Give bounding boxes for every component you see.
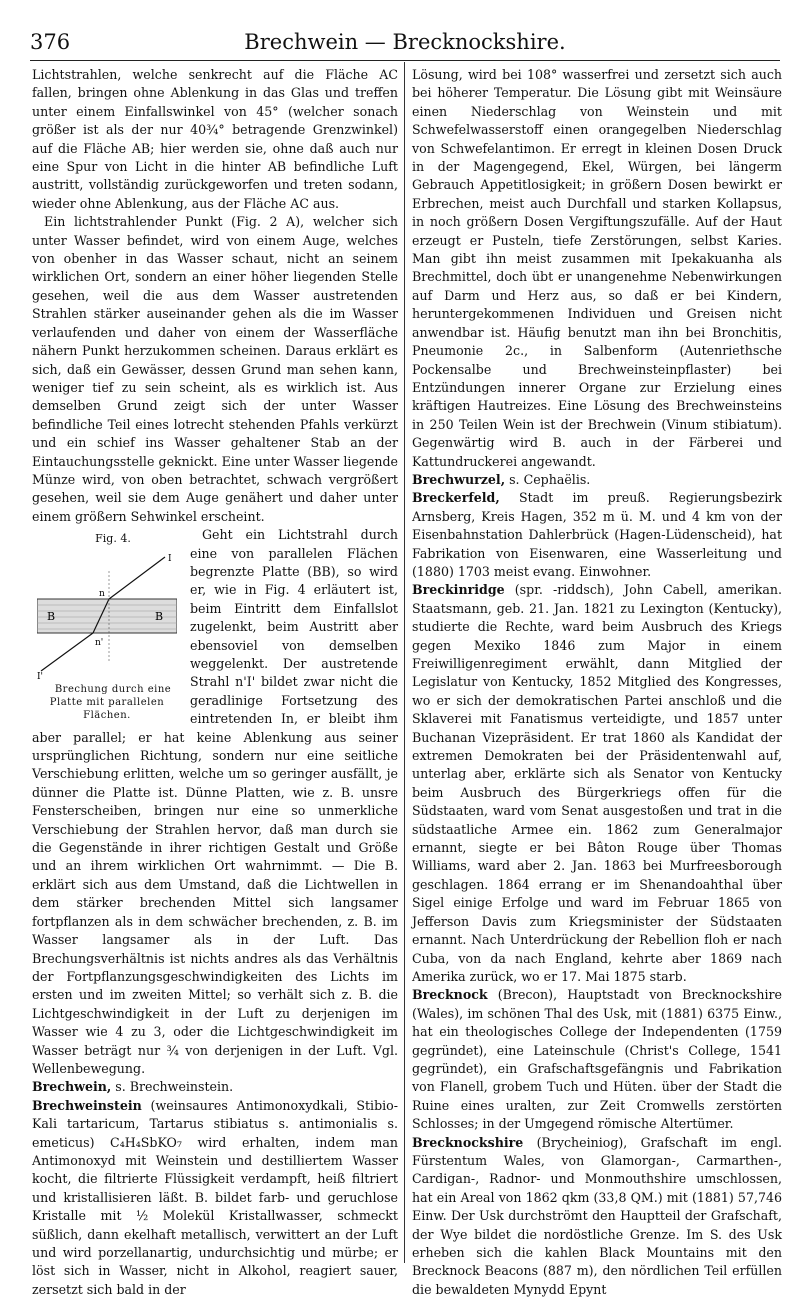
paragraph: Ein lichtstrahlender Punkt (Fig. 2 A), welcher sich unter Wasser befindet, wird von einem Auge, welches von obenher in das Wasser schaut, nicht an seinem wirklichen Ort, sondern an einer höher liegenden Stelle gesehen, weil die aus dem Wasser austretenden Strahlen stärker auseinander gehen als die im Wasser verlaufenden und daher von einem der Wasserfläche nähern Punkt herzukommen scheinen. Daraus erklärt es sich, daß ein Gewässer, dessen Grund man sehen kann, weniger tief zu sein scheint, als es wirklich ist. Aus demselben Grund zeigt sich der unter Wasser befindliche Teil eines lotrecht stehenden Pfahls verkürzt und ein schief ins Wasser gehaltener Stab an der Eintauchungsstelle geknickt. Eine unter Wasser liegende Münze wird, von oben betrachtet, schwach vergrößert gesehen, weil sie dem Auge genähert und daher unter einem größern Sehwinkel erscheint.	[32, 214, 398, 524]
entry-brechwurzel	[412, 471, 782, 489]
page-number: 376	[30, 30, 71, 54]
right-column	[412, 66, 782, 1299]
figure-caption: Brechung durch eine Platte mit parallelen Flächen.	[49, 683, 172, 721]
entry-brecknockshire	[412, 1134, 782, 1299]
entry-text: s. Brechweinstein.	[111, 1079, 234, 1095]
entry-brecknock	[412, 986, 782, 1133]
plate-label-left: B	[47, 609, 56, 623]
entry-text: (spr. -riddsch), John Cabell, amerikan. Staatsmann, geb. 21. Jan. 1821 zu Lexington (Kentucky), studierte die Rechte, ward beim Ausbruch des Kriegs gegen Mexiko 1846 zum Major in einem Freiwilligenregiment erwählt, dann Mitglied der Legislatur von Kentucky, 1852 Mitglied des Kongresses, wo er sich der demokratischen Partei anschloß und die Sklaverei mit Fanatismus verteidigte, und 1857 unter Buchanan Vizepräsident. Er trat 1860 als Kandidat der extremen Demokraten bei der Präsidentenwahl auf, unterlag aber, erklärte sich als Senator von Kentucky beim Ausbruch des Bürgerkriegs offen für die Südstaaten, ward vom Senat ausgestoßen und trat in die südstaatliche Armee ein. 1862 zum Generalmajor ernannt, siegte er bei Bâton Rouge über Thomas Williams, ward aber 2. Jan. 1863 bei Murfreesborough geschlagen. 1864 errang er im Shenandoahthal über Sigel einige Erfolge und ward im Februar 1865 von Jefferson Davis zum Kriegsminister der Südstaaten ernannt. Nach Unterdrückung der Rebellion floh er nach Cuba, von da nach England, kehrte aber 1869 nach Amerika zurück, wo er 17. Mai 1875 starb.	[412, 582, 782, 984]
paragraph-text: Geht ein Lichtstrahl durch eine von parallelen Flächen begrenzte Platte (BB), so wird er, wie in Fig. 4 erläutert ist, beim Eintritt dem Einfallslot zugelenkt, beim Austritt aber ebensoviel von demselben weggelenkt. Der austretende Strahl n'I' bildet zwar nicht die geradlinige Fortsetzung des eintretenden In, er bleibt ihm aber parallel; er hat keine Ablenkung aus seiner ursprünglichen Richtung, sondern nur eine seitliche Verschiebung erlitten, welche um so geringer ausfällt, je dünner die Platte ist. Dünne Platten, wie z. B. unsre Fensterscheiben, bringen nur eine so unmerkliche Verschiebung der Strahlen hervor, daß man durch sie die Gegenstände in ihrer richtigen Gestalt und Größe und an ihrem wirklichen Ort wahrnimmt. — Die B. erklärt sich aus dem Umstand, daß die Lichtwellen in dem stärker brechenden Mittel sich langsamer fortpflanzen als in dem schwächer brechenden, z. B. im Wasser langsamer als in der Luft. Das Brechungsverhältnis ist nichts andres als das Verhältnis der Fortpflanzungsgeschwindigkeiten des Lichts im ersten und im zweiten Mittel; so verhält sich z. B. die Lichtgeschwindigkeit in der Luft zu derjenigen im Wasser wie 4 zu 3, oder die Lichtgeschwindigkeit im Wasser beträgt nur ¾ von derjenigen in der Luft. Vgl. Wellenbewegung.	[32, 527, 398, 1076]
page-header	[30, 28, 780, 61]
entry-breckerfeld	[412, 489, 782, 581]
entry-text: s. Cephaëlis.	[505, 471, 591, 487]
point-n-label: n	[99, 588, 105, 599]
paragraph	[32, 526, 398, 1078]
entry-text: (Brecon), Hauptstadt von Brecknockshire (Wales), im schönen Thal des Usk, mit (1881) 6375 Einw., hat ein theologisches College der Independenten (1759 gegründet), eine Lateinschule (Christ's College, 1541 gegründet), ein Grafschaftsgefängnis und Fabrikation von Flanell, grobem Tuch und Hüten. über der Stadt die Ruine eines uralten, zur Zeit Cromwells zerstörten Schlosses; in der Umgegend römische Altertümer.	[412, 987, 782, 1132]
entry-breckinridge	[412, 581, 782, 986]
paragraph: Lichtstrahlen, welche senkrecht auf die Fläche AC fallen, bringen ohne Ablenkung in das Glas und treffen unter einem Einfallswinkel von 45° (welcher sonach größer ist als der nur 40¾° betragende Grenzwinkel) auf die Fläche AB; hier werden sie, ohne daß auch nur eine Spur von Licht in die hinter AB befindliche Luft austritt, vollständig zurückgeworfen und treten sodann, wieder ohne Ablenkung, aus der Fläche AC aus.	[32, 67, 398, 211]
emergent-ray	[41, 633, 93, 671]
column-divider	[404, 62, 405, 1263]
entry-keyword: Brechwurzel,	[412, 471, 506, 487]
incident-ray	[109, 557, 165, 599]
entry-keyword: Brecknock	[412, 987, 488, 1003]
ray-in-label: I	[168, 553, 172, 564]
entry-keyword: Breckerfeld,	[412, 490, 500, 506]
point-n2-label: n'	[95, 637, 104, 648]
figure-4	[32, 530, 182, 721]
entry-text: Stadt im preuß. Regierungsbezirk Arnsberg, Kreis Hagen, 352 m ü. M. und 4 km von der Eisenbahnstation Dahlerbrück (Hagen-Lüdenscheid), hat Fabrikation von Eisenwaren, eine Wasserleitung und (1880) 1703 meist evang. Einwohner.	[412, 490, 782, 579]
figure-label: Fig. 4.	[95, 532, 131, 546]
entry-brechwein	[32, 1078, 398, 1096]
running-head: Brechwein — Brecknockshire.	[244, 30, 566, 54]
left-column	[32, 66, 398, 1299]
plate-label-right: B	[155, 609, 164, 623]
entry-keyword: Brechweinstein	[32, 1097, 142, 1113]
entry-text: (Brycheiniog), Grafschaft im engl. Fürstentum Wales, von Glamorgan-, Carmarthen-, Cardigan-, Radnor- und Monmouthshire umschlossen, hat ein Areal von 1862 qkm (33,8 QM.) mit (1881) 57,746 Einw. Der Usk durchströmt den Hauptteil der Grafschaft, der Wye bildet die nordöstliche Grenze. Im S. des Usk erheben sich die kahlen Black Mountains mit den Brecknock Beacons (887 m), den nördlichen Teil erfüllen die bewaldeten Mynydd Epynt	[412, 1134, 782, 1297]
entry-keyword: Breckinridge	[412, 582, 505, 598]
refraction-diagram	[37, 551, 177, 681]
entry-keyword: Brecknockshire	[412, 1134, 524, 1150]
entry-brechweinstein	[32, 1097, 398, 1299]
entry-keyword: Brechwein,	[32, 1079, 112, 1095]
paragraph: Lösung, wird bei 108° wasserfrei und zersetzt sich auch bei höherer Temperatur. Die Lösung gibt mit Weinsäure einen Niederschlag von Weinstein und mit Schwefelwasserstoff einen orangegelben Niederschlag von Schwefelantimon. Er erregt in kleinen Dosen Druck in der Magengegend, Ekel, Würgen, bei längerm Gebrauch Appetitlosigkeit; in größern Dosen bewirkt er Erbrechen, meist auch Durchfall und starken Kollapsus, in noch größern Dosen Vergiftungszufälle. Auf der Haut erzeugt er Pusteln, tiefe Zerstörungen, selbst Karies. Man gibt ihn meist zusammen mit Ipekakuanha als Brechmittel, doch übt er unangenehme Nebenwirkungen auf Darm und Herz aus, so daß er bei Kindern, heruntergekommenen Individuen und Greisen nicht anwendbar ist. Häufig benutzt man ihn bei Bronchitis, Pneumonie 2c., in Salbenform (Autenriethsche Pockensalbe und Brechweinsteinpflaster) bei Entzündungen innerer Organe zur Erzielung eines kräftigen Hautreizes. Eine Lösung des Brechweinsteins in 250 Teilen Wein ist der Brechwein (Vinum stibiatum). Gegenwärtig wird B. auch in der Färberei und Kattundruckerei angewandt.	[412, 67, 782, 469]
ray-out-label: I'	[37, 671, 44, 681]
entry-text: (weinsaures Antimonoxydkali, Stibio-Kali tartaricum, Tartarus stibiatus s. antimonialis s. emeticus) C₄H₄SbKO₇ wird erhalten, indem man Antimonoxyd mit Weinstein und destilliertem Wasser kocht, die filtrierte Flüssigkeit verdampft, heiß filtriert und kristallisieren läßt. B. bildet farb- und geruchlose Kristalle mit ½ Molekül Kristallwasser, schmeckt süßlich, dann ekelhaft metallisch, verwittert an der Luft und wird porzellanartig, undurchsichtig und mürbe; er löst sich in Wasser, nicht in Alkohol, reagiert sauer, zersetzt sich bald in der	[32, 1097, 398, 1297]
